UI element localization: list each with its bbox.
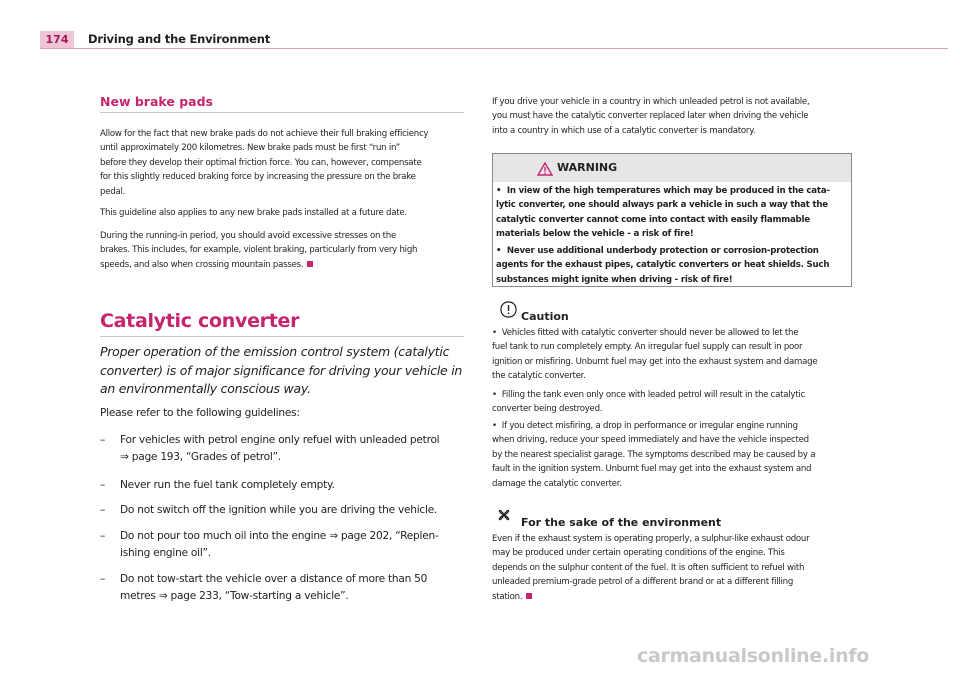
page-header: [40, 31, 948, 49]
environment-title: For the sake of the environment: [521, 516, 722, 529]
text-line: ignition or misfiring. Unburnt fuel may get into the exhaust system and damage: [492, 356, 818, 367]
warning-triangle-icon: [537, 161, 553, 180]
text-line: until approximately 200 kilometres. New brake pads must be first “run in”: [100, 143, 400, 154]
text-line: damage the catalytic converter.: [492, 478, 622, 489]
text-line: may be produced under certain operating conditions of the engine. This: [492, 548, 785, 559]
dash-marker: –: [100, 504, 106, 516]
text-line-text: Vehicles fitted with catalytic converter should never be allowed to let the: [501, 328, 799, 338]
text-line: If you drive your vehicle in a country in which unleaded petrol is not available,: [492, 97, 810, 107]
guideline-text: ishing engine oil”.: [120, 547, 211, 559]
guideline-text: Do not switch off the ignition while you are driving the vehicle.: [120, 504, 438, 516]
text-line: converter being destroyed.: [492, 404, 603, 415]
caution-item: [492, 388, 854, 417]
dash-marker: –: [100, 573, 106, 585]
text-line: by the nearest specialist garage. The symptoms described may be caused by a: [492, 449, 816, 460]
section-heading-brake-pads: New brake pads: [100, 94, 464, 113]
text-line: fault in the ignition system. Unburnt fuel may get into the exhaust system and: [492, 464, 812, 475]
text-line: for this slightly reduced braking force by increasing the pressure on the brake: [100, 172, 416, 183]
bullet-marker: •: [492, 390, 497, 400]
bullet-marker: •: [496, 246, 502, 256]
bullet-marker: •: [492, 328, 497, 338]
page-number: 174: [40, 31, 74, 48]
bullet-marker: •: [496, 186, 502, 196]
guideline-text: Do not tow-start the vehicle over a distance of more than 50: [120, 573, 428, 585]
text-line: you must have the catalytic converter replaced later when driving the vehicle: [492, 111, 809, 122]
text-line: [100, 258, 464, 272]
text-line: [492, 590, 854, 604]
text-line-text: Filling the tank even only once with leaded petrol will result in the catalytic: [501, 390, 805, 400]
dash-marker: –: [100, 434, 106, 446]
text-line: converter) is of major significance for driving your vehicle in: [100, 362, 463, 378]
text-line: Allow for the fact that new brake pads do not achieve their full braking efficiency: [100, 129, 429, 139]
guideline-text: For vehicles with petrol engine only refuel with unleaded petrol: [120, 434, 440, 446]
text-line: [492, 326, 854, 340]
text-line: fuel tank to run completely empty. An irregular fuel supply can result in poor: [492, 342, 803, 353]
section-end-marker: [526, 593, 532, 599]
guideline-item: [100, 477, 464, 494]
brake-paragraph-2: This guideline also applies to any new brake pads installed at a future date.: [100, 208, 407, 218]
guidelines-intro: Please refer to the following guidelines:: [100, 407, 300, 419]
text-line: [496, 184, 848, 198]
guideline-text: Do not pour too much oil into the engine ⇒ page 202, “Replen-: [120, 530, 439, 542]
text-line: [496, 244, 848, 258]
page-reference-link[interactable]: ⇒ page 193, “Grades of petrol”.: [120, 451, 281, 463]
section-end-marker: [307, 261, 313, 267]
text-line: materials below the vehicle - a risk of fire!: [496, 229, 694, 240]
text-line: brakes. This includes, for example, violent braking, particularly from very high: [100, 245, 418, 256]
text-line-text: In view of the high temperatures which may be produced in the cata-: [506, 186, 830, 196]
guideline-item: [100, 528, 464, 562]
intro-paragraph: [100, 343, 464, 399]
text-line: Proper operation of the emission control system (catalytic: [100, 344, 450, 359]
warning-box: [492, 153, 852, 287]
text-line: agents for the exhaust pipes, catalytic converters or heat shields. Such: [496, 260, 830, 271]
dash-marker: –: [100, 479, 106, 491]
warning-title: WARNING: [557, 161, 618, 174]
caution-icon: [500, 301, 517, 322]
section-heading-catalytic-converter: Catalytic converter: [100, 309, 464, 337]
environment-leaf-icon: [494, 505, 514, 529]
text-line-text: If you detect misfiring, a drop in performance or irregular engine running: [501, 421, 798, 431]
text-line: depends on the sulphur content of the fuel. It is often sufficient to refuel with: [492, 562, 805, 573]
warning-item: [496, 184, 848, 242]
guideline-item: [100, 502, 464, 519]
text-line: lytic converter, one should always park a vehicle in such a way that the: [496, 200, 828, 211]
text-line: into a country in which use of a catalytic converter is mandatory.: [492, 125, 756, 136]
text-line: During the running-in period, you should avoid excessive stresses on the: [100, 231, 397, 241]
page-reference-link[interactable]: metres ⇒ page 233, “Tow-starting a vehicle”.: [120, 590, 349, 602]
bullet-marker: •: [492, 421, 497, 431]
dash-marker: –: [100, 530, 106, 542]
guideline-text: Never run the fuel tank completely empty.: [120, 479, 335, 491]
text-line: before they develop their optimal friction force. You can, however, compensate: [100, 157, 422, 168]
text-line: an environmentally conscious way.: [100, 381, 311, 396]
text-line: Even if the exhaust system is operating properly, a sulphur-like exhaust odour: [492, 534, 810, 544]
brake-paragraph-1: [100, 127, 464, 199]
warning-item: [496, 244, 848, 287]
caution-item: [492, 419, 854, 491]
watermark: carmanualsonline.info: [637, 645, 870, 667]
text-line-text: speeds, and also when crossing mountain passes.: [100, 259, 304, 270]
text-line: the catalytic converter.: [492, 371, 586, 382]
text-line: catalytic converter cannot come into contact with easily flammable: [496, 214, 810, 225]
text-line: [492, 419, 854, 433]
text-line: when driving, reduce your speed immediately and have the vehicle inspected: [492, 435, 809, 446]
unleaded-paragraph: [492, 95, 854, 138]
guideline-item: [100, 432, 464, 466]
guideline-item: [100, 571, 464, 605]
text-line: [492, 388, 854, 402]
caution-item: [492, 326, 854, 384]
brake-paragraph-3: [100, 229, 464, 272]
text-line: substances might ignite when driving - risk of fire!: [496, 274, 733, 285]
text-line-text: Never use additional underbody protection or corrosion-protection: [506, 246, 819, 256]
text-line: unleaded premium-grade petrol of a different brand or at a different filling: [492, 577, 794, 588]
caution-title: Caution: [521, 310, 569, 323]
chapter-title: Driving and the Environment: [88, 32, 270, 46]
text-line-text: station.: [492, 591, 523, 602]
environment-paragraph: [492, 532, 854, 604]
warning-header: [493, 154, 851, 182]
text-line: pedal.: [100, 186, 126, 197]
